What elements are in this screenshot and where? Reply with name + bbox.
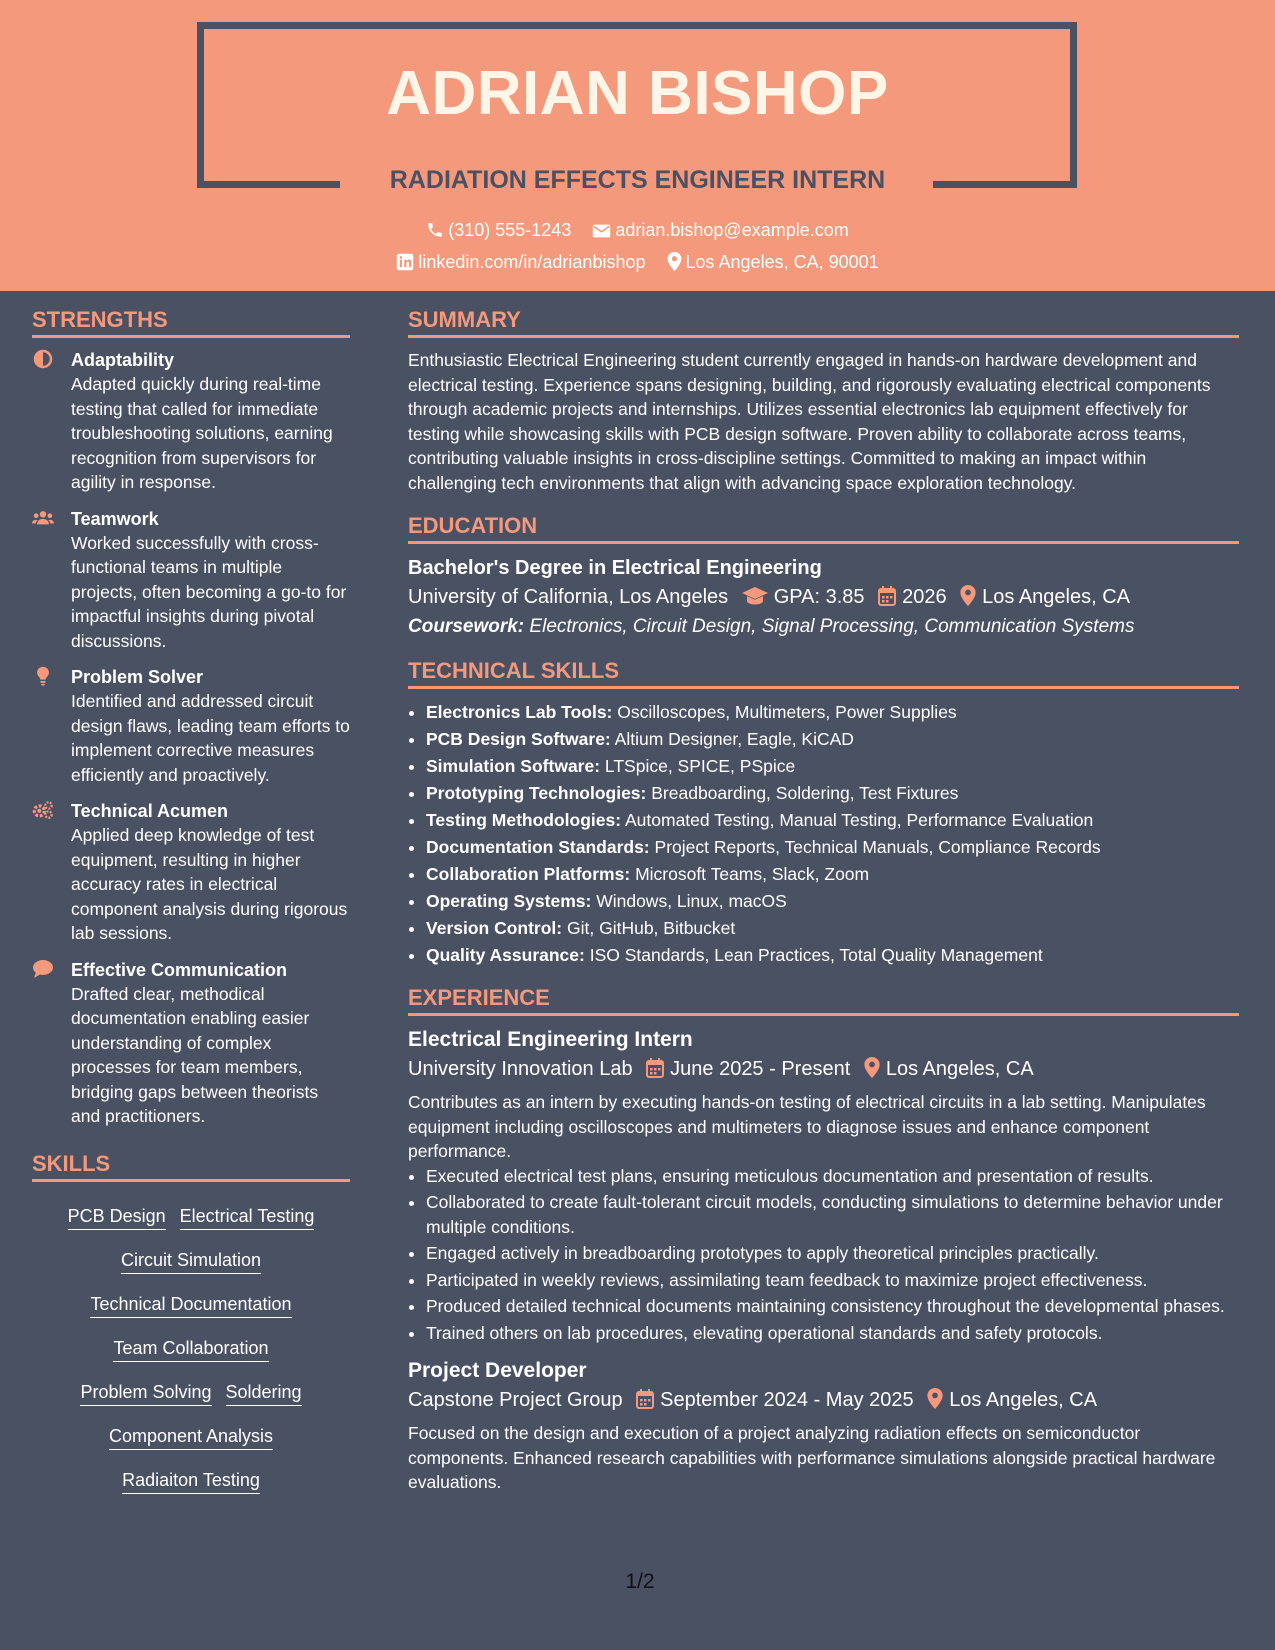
strength-item (32, 958, 350, 1129)
location (667, 252, 879, 272)
skill-tag: Soldering (226, 1382, 302, 1406)
gears-icon (32, 800, 54, 820)
coursework-label: Coursework: (408, 616, 525, 637)
experience-heading: EXPERIENCE (408, 985, 550, 1010)
skill-label: Electronics Lab Tools: (426, 702, 613, 722)
job-org: University Innovation Lab (408, 1058, 633, 1080)
strength-item (32, 507, 350, 654)
skill-tag: PCB Design (68, 1206, 166, 1230)
contact-row-1 (0, 220, 1275, 241)
skill-value: Windows, Linux, macOS (596, 891, 787, 911)
candidate-name: ADRIAN BISHOP (386, 59, 889, 128)
strength-desc: Drafted clear, methodical documentation enabling easier understanding of complex processes for team members, bridging gaps between theorists and practitioners. (71, 983, 319, 1126)
skill-label: Operating Systems: (426, 891, 592, 911)
calendar-icon (646, 1058, 664, 1078)
coursework (408, 612, 1239, 642)
location-text: Los Angeles, CA, 90001 (685, 252, 879, 272)
strength-title: Adaptability (71, 350, 175, 370)
job-title: RADIATION EFFECTS ENGINEER INTERN (389, 166, 886, 194)
header (0, 0, 1275, 291)
strength-item (32, 665, 350, 787)
list-item (426, 726, 1239, 753)
strength-item (32, 348, 350, 495)
skill-label: Version Control: (426, 918, 563, 938)
skill-value: Altium Designer, Eagle, KiCAD (614, 729, 854, 749)
list-item (426, 753, 1239, 780)
job-description: Contributes as an intern by executing hands-on testing of electrical circuits in a lab setting. Manipulates equipment including oscilloscopes and multimeters to diagnose issues and enhance component performance. (408, 1092, 1206, 1161)
skill-value: Project Reports, Technical Manuals, Compliance Records (654, 837, 1101, 857)
graduation-cap-icon (742, 586, 768, 606)
right-column (408, 305, 1239, 1495)
list-item: • Participated in weekly reviews, assimilating team feedback to maximize project effectiveness. (426, 1268, 1239, 1293)
job-location: Los Angeles, CA (949, 1389, 1098, 1411)
job-role: Electrical Engineering Intern (408, 1028, 693, 1051)
skill-label: PCB Design Software: (426, 729, 611, 749)
calendar-icon (636, 1389, 654, 1409)
list-item (426, 915, 1239, 942)
summary-heading: SUMMARY (408, 307, 521, 332)
strength-title: Problem Solver (71, 667, 204, 687)
linkedin-text: linkedin.com/in/adrianbishop (418, 252, 646, 272)
users-icon (32, 508, 54, 528)
gpa: GPA: 3.85 (773, 586, 865, 608)
email[interactable] (592, 220, 848, 240)
strength-desc: Applied deep knowledge of test equipment, resulting in higher accuracy rates in electrical component analysis during rigorous lab sessions. (71, 825, 348, 943)
phone-text: (310) 555-1243 (448, 220, 572, 240)
list-item: • Engaged actively in breadboarding prototypes to apply theoretical principles practically. (426, 1241, 1239, 1266)
skill-tag: Radiaiton Testing (122, 1470, 260, 1494)
skill-tag: Component Analysis (109, 1426, 273, 1450)
section-rule (408, 541, 1239, 544)
skill-label: Testing Methodologies: (426, 810, 622, 830)
envelope-icon (592, 223, 611, 239)
job-dates: September 2024 - May 2025 (660, 1389, 914, 1411)
linkedin-icon (396, 253, 414, 271)
summary-text: Enthusiastic Electrical Engineering student currently engaged in hands-on hardware development and electrical testing. Experience spans designing, building, and rigorously evaluating electrical components through academic projects and internships. Utilizes essential electronics lab equipment effectively for testing while showcasing skills with PCB design software. Proven ability to collaborate across teams, contributing valuable insights in cross-discipline settings. Committed to making an impact within challenging tech environments that align with advancing space exploration technology. (408, 350, 1211, 493)
page-number: 1/2 (625, 1570, 655, 1593)
skills-list (32, 1192, 350, 1506)
left-column (32, 305, 350, 1506)
list-item (426, 942, 1239, 969)
section-rule (408, 686, 1239, 689)
list-item (426, 780, 1239, 807)
school: University of California, Los Angeles (408, 586, 729, 608)
skill-value: Breadboarding, Soldering, Test Fixtures (651, 783, 959, 803)
job-meta (408, 1385, 1239, 1415)
calendar-icon (878, 586, 896, 606)
strength-desc: Adapted quickly during real-time testing that called for immediate troubleshooting solutions, earning recognition from supervisors for agility in response. (71, 374, 333, 492)
job-dates: June 2025 - Present (670, 1058, 851, 1080)
section-rule (408, 335, 1239, 338)
skill-tag: Team Collaboration (113, 1338, 268, 1362)
list-item (426, 807, 1239, 834)
map-pin-icon (927, 1388, 943, 1409)
section-rule (32, 335, 350, 338)
skill-tag: Electrical Testing (180, 1206, 315, 1230)
list-item (426, 861, 1239, 888)
skill-value: LTSpice, SPICE, PSpice (604, 756, 796, 776)
list-item (426, 699, 1239, 726)
linkedin[interactable] (396, 252, 650, 272)
phone[interactable] (426, 220, 576, 240)
skill-value: ISO Standards, Lean Practices, Total Quality Management (589, 945, 1043, 965)
skill-label: Documentation Standards: (426, 837, 650, 857)
strength-desc: Worked successfully with cross-functional teams in multiple projects, often becoming a go-to for impactful insights during pivotal discussions. (71, 532, 347, 651)
grad-year: 2026 (902, 586, 947, 608)
lightbulb-icon (32, 666, 54, 686)
skill-label: Prototyping Technologies: (426, 783, 647, 803)
contrast-icon (32, 349, 54, 369)
job-role: Project Developer (408, 1359, 587, 1382)
list-item: • Produced detailed technical documents maintaining consistency throughout the developmental phases. (426, 1294, 1239, 1319)
coursework-list: Electronics, Circuit Design, Signal Processing, Communication Systems (529, 616, 1135, 637)
strength-desc: Identified and addressed circuit design flaws, leading team efforts to implement corrective measures efficiently and proactively. (71, 691, 350, 785)
technical-skills-heading: TECHNICAL SKILLS (408, 658, 620, 683)
phone-icon (426, 221, 444, 239)
job-description: Focused on the design and execution of a project analyzing radiation effects on semiconductor components. Enhanced research capabilities with performance simulations alongside practical hardware evaluations. (408, 1423, 1216, 1492)
list-item: • Collaborated to create fault-tolerant circuit models, conducting simulations to determine behavior under multiple conditions. (426, 1190, 1239, 1239)
technical-skills-list (408, 699, 1239, 969)
strength-title: Teamwork (71, 508, 159, 529)
comment-icon (32, 959, 54, 979)
education-location: Los Angeles, CA (982, 586, 1131, 608)
strength-item (32, 799, 350, 946)
section-rule (32, 1179, 350, 1182)
skill-value: Microsoft Teams, Slack, Zoom (635, 864, 870, 884)
skill-tag: Circuit Simulation (121, 1250, 261, 1274)
skill-tag: Problem Solving (80, 1382, 211, 1406)
skills-heading: SKILLS (32, 1150, 111, 1176)
skill-value: Automated Testing, Manual Testing, Performance Evaluation (625, 810, 1094, 830)
skill-label: Simulation Software: (426, 756, 601, 776)
map-pin-icon (960, 585, 976, 606)
contact-row-2 (0, 252, 1275, 273)
education-heading: EDUCATION (408, 513, 538, 538)
degree: Bachelor's Degree in Electrical Engineering (408, 557, 822, 579)
list-item: • Executed electrical test plans, ensuring meticulous documentation and presentation of results. (426, 1164, 1239, 1189)
section-rule (408, 1013, 1239, 1016)
skill-value: Git, GitHub, Bitbucket (567, 918, 736, 938)
job-location: Los Angeles, CA (885, 1058, 1034, 1080)
email-text: adrian.bishop@example.com (615, 220, 849, 240)
list-item (426, 834, 1239, 861)
skill-label: Quality Assurance: (426, 945, 585, 965)
strength-title: Effective Communication (71, 959, 288, 980)
skill-label: Collaboration Platforms: (426, 864, 631, 884)
list-item: • Trained others on lab procedures, elevating operational standards and safety protocols. (426, 1321, 1239, 1346)
map-pin-icon (667, 252, 682, 271)
map-pin-icon (864, 1057, 880, 1078)
education-meta (408, 582, 1239, 612)
strengths-heading: STRENGTHS (32, 307, 168, 332)
job-bullets (408, 1164, 1239, 1346)
skill-tag: Technical Documentation (90, 1294, 291, 1318)
list-item (426, 888, 1239, 915)
job-meta (408, 1054, 1239, 1084)
job-org: Capstone Project Group (408, 1389, 623, 1411)
skill-value: Oscilloscopes, Multimeters, Power Supplies (617, 702, 957, 722)
strength-title: Technical Acumen (71, 801, 229, 821)
